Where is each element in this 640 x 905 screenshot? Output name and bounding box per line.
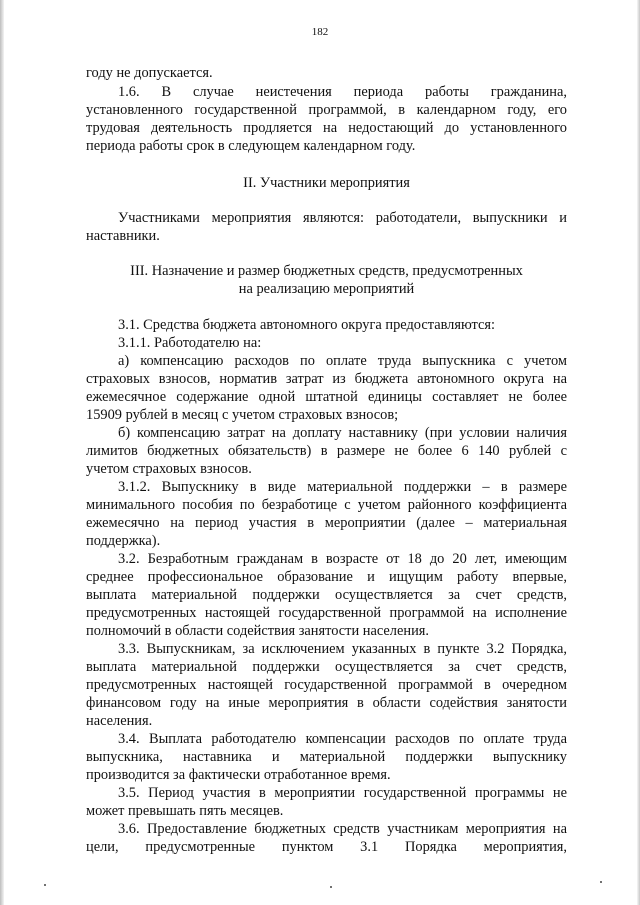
- text-line: среднее профессиональное образование и ищущим работу впервые,: [86, 569, 567, 585]
- section-heading: III. Назначение и размер бюджетных средств, предусмотренных: [130, 263, 523, 279]
- text-line: 3.4. Выплата работодателю компенсации расходов по оплате труда: [118, 731, 567, 747]
- text-line: установленного государственной программой, в календарном году, его: [86, 102, 567, 118]
- text-line: цели, предусмотренные пунктом 3.1 Порядка мероприятия,: [86, 839, 567, 855]
- text-line: 3.1.1. Работодателю на:: [118, 335, 262, 351]
- text-line: б) компенсацию затрат на доплату наставнику (при условии наличия: [118, 425, 567, 441]
- section-heading: II. Участники мероприятия: [243, 175, 410, 191]
- scan-speck: [330, 886, 332, 888]
- text-line: предусмотренных настоящей государственной программой в очередном: [86, 677, 567, 693]
- text-line: 3.3. Выпускникам, за исключением указанных в пункте 3.2 Порядка,: [118, 641, 567, 657]
- text-line: выплата материальной поддержки осуществляется за счет средств,: [86, 659, 567, 675]
- text-line: страховых взносов, норматив затрат из бюджета автономного округа на: [86, 371, 567, 387]
- text-line: выплата материальной поддержки осуществляется за счет средств,: [86, 587, 567, 603]
- text-line: производится за фактически отработанное время.: [86, 767, 391, 783]
- scan-edge-left: [0, 0, 4, 905]
- text-line: 3.5. Период участия в мероприятии государственной программы не: [118, 785, 567, 801]
- text-line: наставники.: [86, 228, 160, 244]
- text-line: полномочий в области содействия занятости населения.: [86, 623, 429, 639]
- text-line: выпускника, наставника и материальной поддержки выпускнику: [86, 749, 567, 765]
- page-number: 182: [311, 26, 329, 38]
- scan-speck: [44, 884, 46, 886]
- text-line: может превышать пять месяцев.: [86, 803, 284, 819]
- text-line: Участниками мероприятия являются: работодатели, выпускники и: [118, 210, 567, 226]
- text-line: 3.2. Безработным гражданам в возрасте от 18 до 20 лет, имеющим: [118, 551, 567, 567]
- text-line: учетом страховых взносов.: [86, 461, 252, 477]
- text-line: минимального пособия по безработице с учетом районного коэффициента: [86, 497, 567, 513]
- text-line: населения.: [86, 713, 153, 729]
- text-line: году не допускается.: [86, 65, 213, 81]
- text-line: поддержка).: [86, 533, 161, 549]
- text-line: 3.1.2. Выпускнику в виде материальной поддержки – в размере: [118, 479, 567, 495]
- text-line: 3.6. Предоставление бюджетных средств участникам мероприятия на: [118, 821, 567, 837]
- text-line: 15909 рублей в месяц с учетом страховых взносов;: [86, 407, 399, 423]
- text-line: ежемесячно на период участия в мероприятии (далее – материальная: [86, 515, 567, 531]
- scan-speck: [600, 881, 602, 883]
- text-line: финансовом году на иные мероприятия в области содействия занятости: [86, 695, 567, 711]
- text-line: предусмотренных настоящей государственной программой на исполнение: [86, 605, 567, 621]
- text-line: периода работы срок в следующем календарном году.: [86, 138, 416, 154]
- text-line: 1.6. В случае неистечения периода работы гражданина,: [118, 84, 567, 100]
- text-line: трудовая деятельность продляется на недостающий до установленного: [86, 120, 567, 136]
- text-line: а) компенсацию расходов по оплате труда выпускника с учетом: [118, 353, 567, 369]
- text-line: лимитов бюджетных обязательств) в размере не более 6 140 рублей с: [86, 443, 567, 459]
- section-heading: на реализацию мероприятий: [238, 281, 415, 297]
- text-line: ежемесячное содержание одной штатной единицы составляет не более: [86, 389, 567, 405]
- text-line: 3.1. Средства бюджета автономного округа предоставляются:: [118, 317, 496, 333]
